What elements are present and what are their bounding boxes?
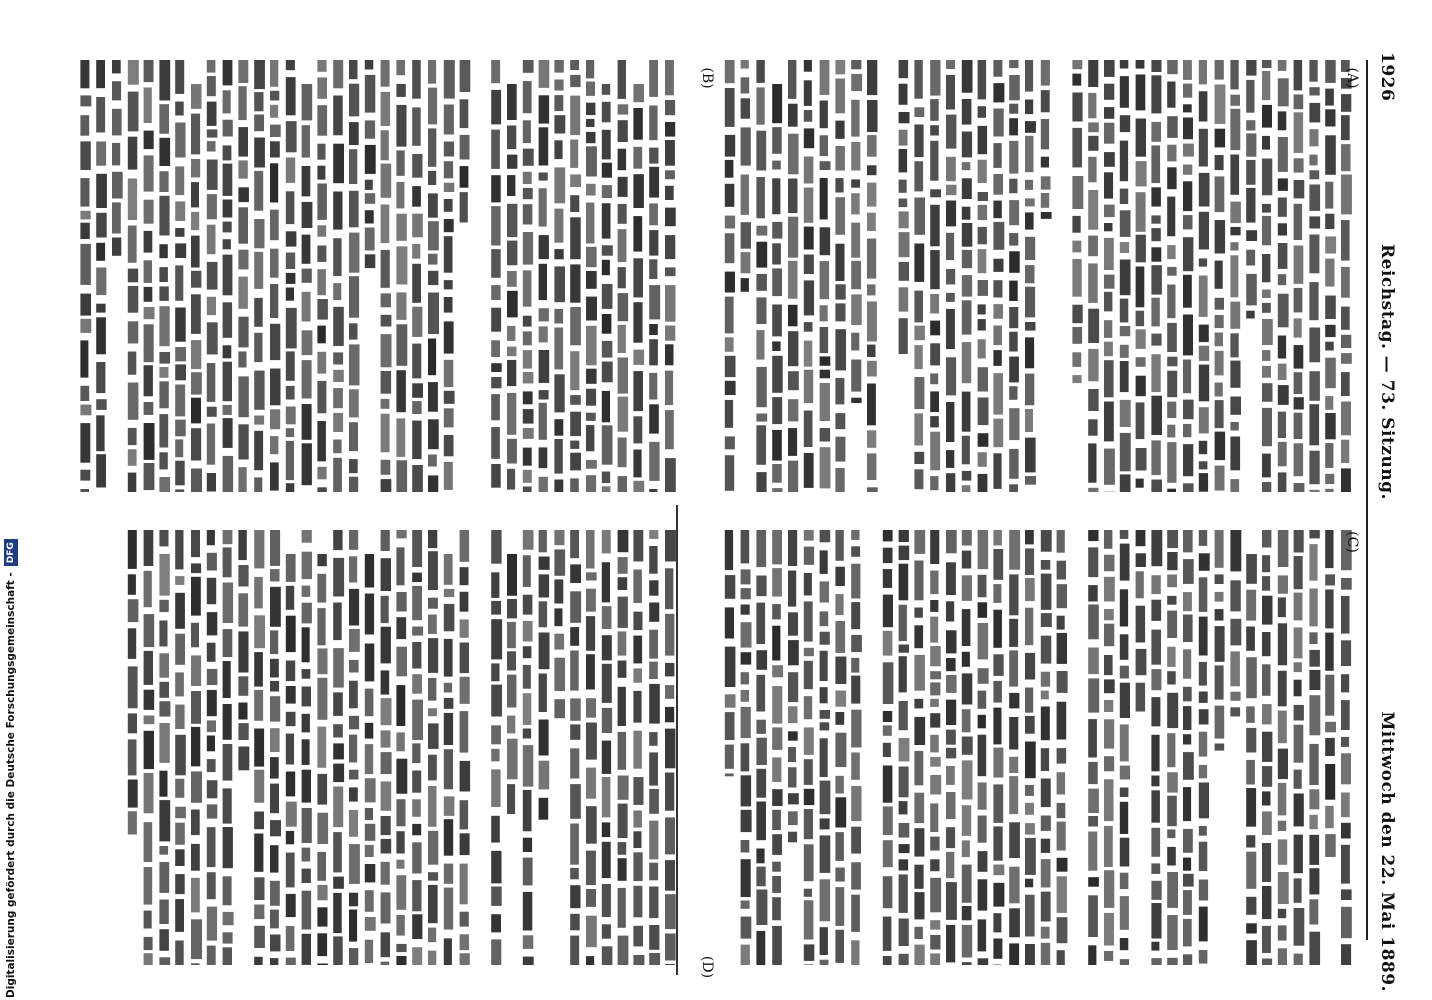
column-b-line [586, 60, 597, 492]
column-a-line [1309, 60, 1320, 492]
column-a-line [788, 60, 799, 492]
column-b-line [507, 84, 518, 490]
column-d-line [333, 530, 344, 965]
column-a-line [851, 60, 862, 403]
column-b-line [618, 60, 629, 492]
column-b-line [349, 60, 360, 492]
column-d-line [491, 530, 502, 965]
column-d-line [207, 530, 218, 965]
column-a-line [1183, 60, 1194, 492]
column-c-line [1215, 530, 1225, 751]
column-b-line [649, 60, 660, 492]
column-c-line [851, 530, 862, 965]
session-date: Mittwoch den 22. Mai 1889. [1377, 711, 1397, 992]
column-a-line [1246, 60, 1257, 319]
column-c-line [1057, 530, 1068, 965]
column-a-line [1262, 60, 1273, 492]
column-a-line [1088, 60, 1099, 492]
column-a-line [1136, 60, 1147, 488]
column-b-line [207, 60, 218, 492]
column-a-line [1230, 60, 1241, 492]
column-c-line [725, 530, 736, 776]
column-c-line [1294, 530, 1305, 965]
column-c-line [1262, 530, 1273, 965]
column-b-line [286, 60, 297, 492]
column-b-line [112, 60, 123, 256]
column-a-line [835, 60, 846, 492]
column-a-line [1341, 60, 1352, 492]
column-b-line [491, 60, 502, 488]
column-b-line [333, 60, 344, 492]
column-d-line [633, 530, 644, 965]
running-title: Reichstag. — 73. Sitzung. [1377, 244, 1397, 500]
column-d-line [444, 554, 455, 965]
column-a-line [946, 60, 957, 492]
column-marker-d: (D) [699, 955, 715, 979]
column-c-line [1167, 530, 1178, 965]
column-a-line [1215, 60, 1226, 491]
column-a-line [1294, 60, 1305, 492]
column-d-line [270, 530, 281, 965]
column-c-line [772, 530, 783, 965]
column-b-line [381, 60, 392, 492]
column-c-line [1183, 530, 1194, 965]
column-c-line [1104, 530, 1115, 961]
column-d-line [507, 554, 518, 814]
column-d-line [665, 530, 676, 965]
column-a-line [978, 60, 989, 492]
column-a-line [1325, 60, 1336, 492]
column-b-line [96, 60, 107, 488]
column-d-line [254, 530, 265, 965]
column-c-line [962, 530, 973, 965]
column-d-line [144, 530, 155, 965]
column-a-line [1151, 60, 1162, 492]
column-d-line [286, 554, 297, 965]
column-d-line [191, 530, 202, 965]
column-c-line [1120, 530, 1130, 965]
column-b-line [554, 60, 565, 492]
column-a-line [1167, 60, 1178, 492]
column-a-line [725, 60, 736, 491]
column-b-line [175, 60, 186, 492]
column-b-line [633, 84, 644, 492]
column-d-line [128, 530, 139, 835]
column-c-line [1246, 554, 1257, 965]
column-marker-b: (B) [699, 67, 715, 89]
column-c-line [1309, 530, 1320, 965]
column-b-line [191, 84, 202, 492]
column-a-line [804, 60, 814, 488]
column-b-line [254, 60, 265, 492]
column-c-line [883, 530, 894, 965]
column-b-line [317, 60, 328, 492]
column-d-line [428, 530, 439, 965]
column-b-line [128, 60, 139, 492]
column-d-line [381, 530, 392, 965]
column-a-line [962, 60, 973, 492]
column-c-line [1136, 530, 1147, 712]
digitization-notice [0, 542, 22, 998]
column-c-line [930, 530, 941, 965]
column-a-line [820, 60, 831, 488]
column-b-line [238, 60, 249, 492]
column-c-line [835, 530, 846, 963]
column-c-line [741, 530, 752, 965]
column-b-line [365, 60, 376, 268]
column-a-line [1009, 60, 1020, 492]
column-b-line [428, 60, 439, 492]
column-d-line [159, 530, 170, 965]
column-b-line [144, 60, 155, 490]
column-c-line [820, 530, 831, 965]
column-a-line [741, 60, 751, 292]
page-number: 1926 [1377, 52, 1397, 102]
column-b-line [602, 84, 613, 492]
column-d-line [618, 530, 629, 965]
column-c-line [1041, 530, 1052, 965]
column-c-line [1151, 530, 1162, 965]
column-marker-a: (A) [1344, 67, 1360, 89]
column-b-line [460, 60, 471, 223]
column-c-line [978, 530, 989, 965]
column-a-line [1072, 60, 1083, 383]
column-d-line [302, 530, 312, 965]
column-b-line [523, 60, 534, 492]
column-a-line [930, 60, 941, 490]
column-d-line [586, 530, 597, 965]
column-c-line [899, 530, 910, 965]
column-c-line [804, 530, 815, 965]
column-a-line [899, 60, 910, 354]
column-b-line [665, 60, 676, 492]
column-d-line [539, 530, 550, 820]
column-b-line [223, 60, 234, 492]
column-c-line [914, 530, 925, 965]
column-c-line [1278, 530, 1289, 965]
column-d-line [238, 530, 249, 770]
column-marker-c: (C) [1344, 531, 1360, 553]
column-d-line [523, 530, 534, 965]
column-c-line [946, 530, 957, 962]
column-d-line [602, 530, 613, 965]
column-d-line [396, 530, 407, 965]
column-b-line [159, 60, 170, 492]
column-a-line [1278, 60, 1289, 492]
column-a-line [1199, 60, 1210, 492]
column-d-line [460, 530, 471, 965]
column-b-line [570, 60, 581, 492]
column-b-line [412, 60, 423, 492]
column-d-line [365, 554, 376, 963]
column-d-line [570, 530, 581, 965]
column-d-line [349, 530, 360, 965]
column-d-line [175, 530, 186, 965]
column-b-line [270, 60, 281, 491]
column-a-line [1041, 60, 1052, 219]
column-b-line [396, 60, 407, 492]
column-b-line [302, 84, 313, 485]
column-c-line [756, 530, 767, 965]
column-a-line [1025, 60, 1036, 485]
column-a-line [867, 60, 878, 492]
column-d-line [412, 530, 423, 965]
column-c-line [1341, 530, 1352, 965]
column-a-line [993, 60, 1004, 489]
column-a-line [772, 84, 783, 492]
column-c-line [1025, 530, 1036, 965]
column-c-line [1009, 530, 1020, 965]
column-d-line [317, 554, 328, 965]
column-a-line [756, 60, 767, 492]
column-a-line [1104, 60, 1115, 492]
column-c-line [1088, 530, 1099, 965]
column-b-line [80, 60, 91, 492]
column-a-line [914, 60, 925, 489]
column-c-line [1325, 530, 1336, 857]
column-b-line [444, 60, 455, 490]
column-c-line [993, 530, 1004, 965]
column-d-line [554, 530, 565, 718]
dfg-logo: DFG [4, 539, 18, 566]
digitization-note: Digitalisierung gefördert durch die Deutsche Forschungsgemeinschaft - [5, 572, 17, 998]
column-d-line [649, 530, 660, 965]
column-c-line [788, 530, 799, 842]
column-d-line [223, 530, 234, 965]
column-c-line [1230, 530, 1241, 717]
column-b-line [539, 60, 550, 492]
column-a-line [1120, 60, 1131, 492]
column-c-line [1199, 530, 1210, 964]
